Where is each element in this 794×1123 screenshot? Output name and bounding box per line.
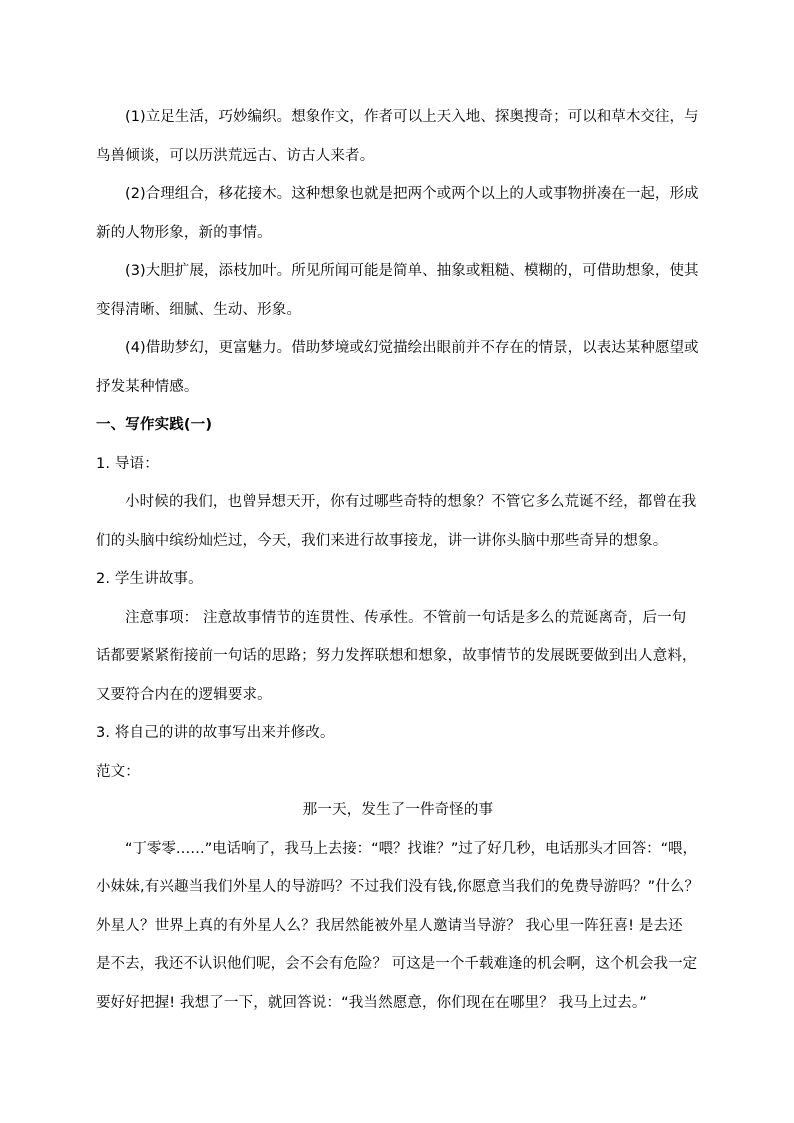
essay-line-3: 外星人？世界上真的有外星人么？我居然能被外星人邀请当导游？ 我心里一阵狂喜! 是去还	[96, 917, 683, 934]
essay-title: 那一天，发生了一件奇怪的事	[302, 802, 494, 818]
item-2-text-line-2: 话都要紧紧衔接前一句话的思路；努力发挥联想和想象，故事情节的发展既要做到出人意料，	[96, 648, 697, 664]
paragraph-2-line-1: (2)合理组合，移花接木。这种想象也就是把两个或两个以上的人或事物拼凑在一起，形成	[125, 186, 699, 202]
essay-line-2: 小妹妹,有兴趣当我们外星人的导游吗？不过我们没有钱,你愿意当我们的免费导游吗？”什么？	[96, 879, 700, 895]
item-2-text-line-1: 注意事项： 注意故事情节的连贯性、传承性。不管前一句话是多么的荒诞离奇，后一句	[125, 609, 687, 626]
item-3-title: 3. 将自己的讲的故事写出来并修改。	[96, 725, 335, 741]
section-heading: 一、写作实践(一)	[96, 417, 213, 433]
item-1-text-line-2: 们的头脑中缤纷灿烂过，今天，我们来进行故事接龙，讲一讲你头脑中那些奇异的想象。	[96, 532, 668, 549]
item-2-title: 2. 学生讲故事。	[96, 571, 203, 587]
paragraph-4-line-1: (4)借助梦幻，更富魅力。借助梦境或幻觉描绘出眼前并不存在的情景，以表达某种愿望或	[125, 340, 699, 356]
item-1-text-line-1: 小时候的我们，也曾异想天开，你有过哪些奇特的想象？不管它多么荒诞不经，都曾在我	[125, 494, 697, 510]
paragraph-2-line-2: 新的人物形象，新的事情。	[96, 224, 272, 241]
item-1-title: 1. 导语：	[96, 455, 159, 472]
essay-line-4: 是不去，我还不认识他们呢，会不会有危险？ 可这是一个千载难逢的机会啊，这个机会我一定	[96, 956, 698, 972]
paragraph-1-line-2: 鸟兽倾谈，可以历洪荒远古、访古人来者。	[96, 147, 375, 164]
essay-line-5: 要好好把握! 我想了一下，就回答说：“我当然愿意，你们现在在哪里？ 我马上过去。”	[96, 994, 647, 1011]
document-page	[96, 98, 700, 1022]
sample-label: 范文：	[96, 763, 140, 780]
paragraph-1-line-1: (1)立足生活，巧妙编织。想象作文，作者可以上天入地、探奥搜奇；可以和草木交往，与	[125, 109, 699, 125]
paragraph-3-line-2: 变得清晰、细腻、生动、形象。	[96, 301, 302, 318]
paragraph-4-line-2: 抒发某种情感。	[96, 378, 199, 395]
essay-line-1: “丁零零……”电话响了，我马上去接：“喂？找谁？”过了好几秒，电话那头才回答：“喂，	[125, 840, 697, 857]
item-2-text-line-3: 又要符合内在的逻辑要求。	[96, 686, 272, 703]
paragraph-3-line-1: (3)大胆扩展，添枝加叶。所见所闻可能是简单、抽象或粗糙、模糊的，可借助想象，使其	[125, 263, 699, 279]
